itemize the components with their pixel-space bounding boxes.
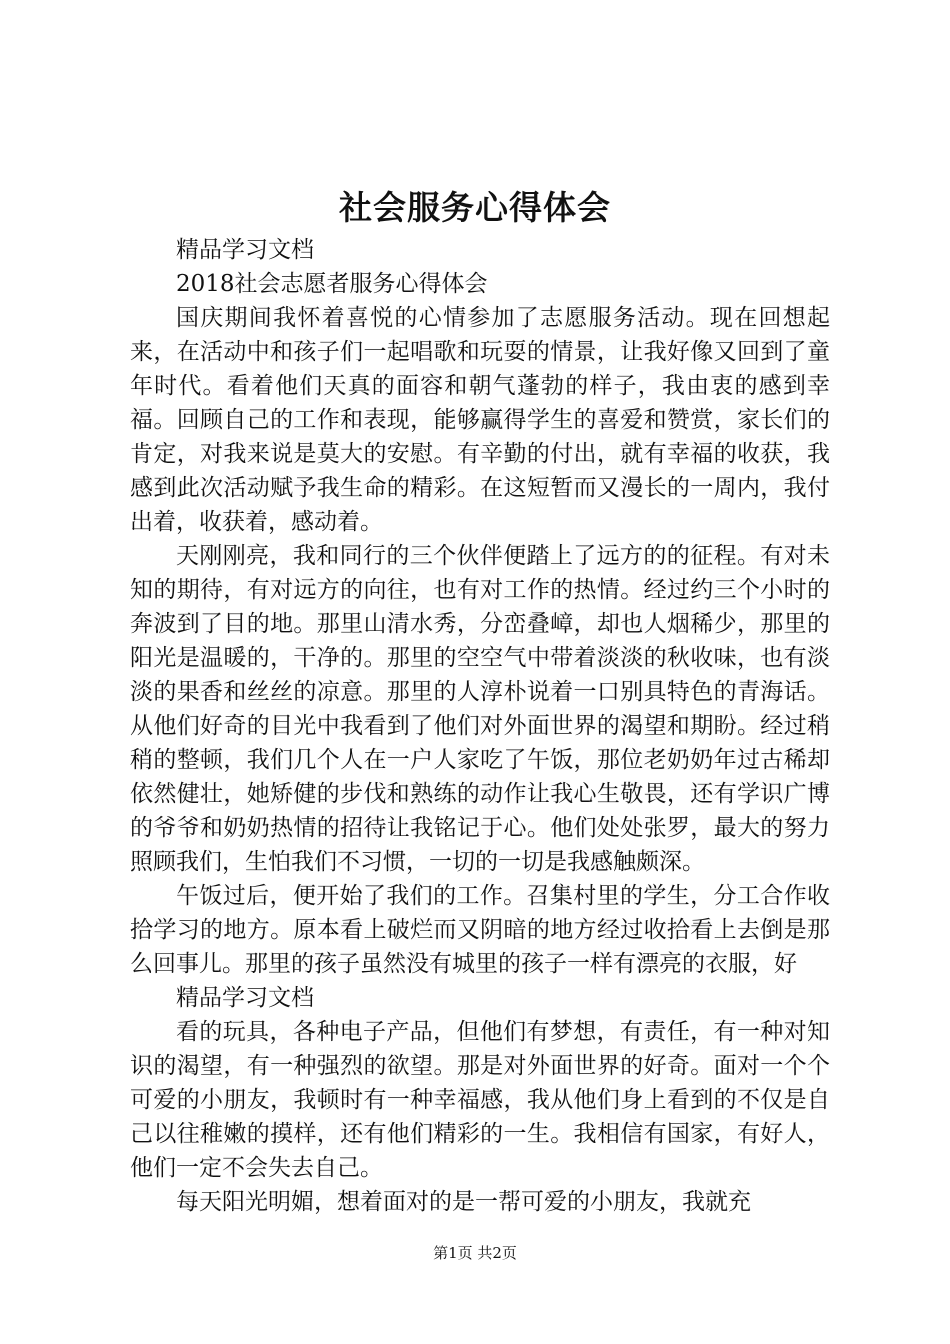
header-label: 精品学习文档	[176, 985, 314, 1011]
paragraph: 国庆期间我怀着喜悦的心情参加了志愿服务活动。现在回想起来，在活动中和孩子们一起唱歌和玩耍的情景，让我好像又回到了童年时代。看着他们天真的面容和朝气蓬勃的样子，我由衷的感到幸福。回顾自己的工作和表现，能够赢得学生的喜爱和赞赏，家长们的肯定，对我来说是莫大的安慰。有辛勤的付出，就有幸福的收获，我感到此次活动赋予我生命的精彩。在这短暂而又漫长的一周内，我付出着，收获着，感动着。	[130, 305, 830, 535]
document-body	[130, 233, 830, 1219]
paragraph: 看的玩具，各种电子产品，但他们有梦想，有责任，有一种对知识的渴望，有一种强烈的欲望。那是对外面世界的好奇。面对一个个可爱的小朋友，我顿时有一种幸福感，我从他们身上看到的不仅是自己以往稚嫩的摸样，还有他们精彩的一生。我相信有国家，有好人，他们一定不会失去自己。	[130, 1019, 830, 1181]
document-title: 社会服务心得体会	[339, 188, 611, 227]
paragraph: 每天阳光明媚，想着面对的是一帮可爱的小朋友，我就充	[176, 1189, 751, 1215]
page-number-footer: 第1页 共2页	[433, 1244, 517, 1262]
subtitle: 2018社会志愿者服务心得体会	[176, 271, 488, 297]
header-label: 精品学习文档	[176, 237, 314, 263]
paragraph: 午饭过后，便开始了我们的工作。召集村里的学生，分工合作收拾学习的地方。原本看上破烂而又阴暗的地方经过收拾看上去倒是那么回事儿。那里的孩子虽然没有城里的孩子一样有漂亮的衣服，好	[130, 883, 830, 977]
paragraph: 天刚刚亮，我和同行的三个伙伴便踏上了远方的的征程。有对未知的期待，有对远方的向往，也有对工作的热情。经过约三个小时的奔波到了目的地。那里山清水秀，分峦叠嶂，却也人烟稀少，那里的阳光是温暖的，干净的。那里的空空气中带着淡淡的秋收味，也有淡淡的果香和丝丝的凉意。那里的人淳朴说着一口别具特色的青海话。从他们好奇的目光中我看到了他们对外面世界的渴望和期盼。经过稍稍的整顿，我们几个人在一户人家吃了午饭，那位老奶奶年过古稀却依然健壮，她矫健的步伐和熟练的动作让我心生敬畏，还有学识广博的爷爷和奶奶热情的招待让我铭记于心。他们处处张罗，最大的努力照顾我们，生怕我们不习惯，一切的一切是我感触颇深。	[130, 543, 830, 875]
